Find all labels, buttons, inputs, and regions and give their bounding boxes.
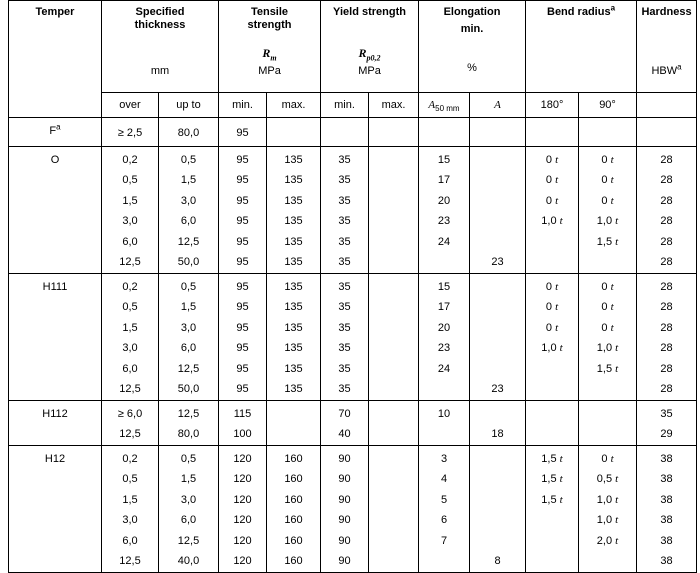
table-cell: 95 [219,277,267,298]
table-cell: 135 [267,211,321,232]
table-cell: 1,0 t [579,338,637,359]
table-cell [369,252,419,273]
temper-cell: H111 [9,277,102,401]
table-cell: 29 [637,424,697,445]
table-cell: 17 [419,170,470,191]
table-cell [526,359,579,380]
table-cell: 23 [470,379,526,400]
table-cell: 17 [419,297,470,318]
table-cell: 28 [637,338,697,359]
table-cell [369,424,419,445]
subheader-upto: up to [159,93,219,118]
table-cell: 38 [637,449,697,470]
table-cell: 28 [637,297,697,318]
table-cell: 12,5 [102,379,159,400]
table-cell: 0,5 [159,449,219,470]
table-cell [267,121,321,146]
header-row [9,1,697,93]
table-cell [470,297,526,318]
header-temper: Temper [9,1,102,118]
table-cell [369,277,419,298]
table-cell [419,424,470,445]
table-cell: 0 t [579,191,637,212]
table-cell [419,551,470,572]
table-cell: 1,5 t [526,490,579,511]
table-cell [419,379,470,400]
table-cell: 23 [470,252,526,273]
table-row [9,150,697,171]
table-cell: 95 [219,379,267,400]
table-row [9,170,697,191]
subheader-a50: $A_{50 mm}$ [419,93,470,118]
table-cell: 0 t [526,150,579,171]
table-cell: 95 [219,211,267,232]
table-cell: 0 t [526,318,579,339]
table-cell: 0 t [526,191,579,212]
table-cell: 6,0 [159,338,219,359]
table-cell: 120 [219,449,267,470]
table-row [9,211,697,232]
subheader-bend-180: 180° [526,93,579,118]
header-thickness: Specified thickness mm [102,1,219,93]
table-cell [369,191,419,212]
table-cell: 1,5 [102,490,159,511]
table-cell: 0 t [526,170,579,191]
table-row [9,277,697,298]
table-cell [369,211,419,232]
table-cell: 90 [321,490,369,511]
table-cell: 120 [219,510,267,531]
table-cell: 160 [267,551,321,572]
table-cell: 6,0 [102,531,159,552]
table-cell [470,318,526,339]
table-cell [321,121,369,146]
table-cell [526,551,579,572]
table-cell [369,170,419,191]
table-row [9,297,697,318]
table-cell: 35 [321,359,369,380]
table-cell: 20 [419,318,470,339]
table-cell [369,404,419,425]
temper-cell: O [9,150,102,274]
table-cell: 0,2 [102,277,159,298]
table-cell: 95 [219,170,267,191]
table-cell [470,191,526,212]
table-cell: 6,0 [102,359,159,380]
subheader-tensile-max: max. [267,93,321,118]
table-cell: 1,5 [159,170,219,191]
table-row [9,551,697,572]
table-cell: 3,0 [159,191,219,212]
table-cell [470,449,526,470]
table-cell [369,469,419,490]
table-cell [579,121,637,146]
table-cell: 0,5 [159,277,219,298]
table-cell [419,252,470,273]
table-cell: 38 [637,490,697,511]
table-cell: 12,5 [159,404,219,425]
table-cell: 0 t [579,170,637,191]
table-cell [526,121,579,146]
header-elongation: Elongation min. % [419,1,526,93]
table-row [9,318,697,339]
table-cell: 0,2 [102,150,159,171]
subheader-row [9,93,697,118]
subheader-yield-min: min. [321,93,369,118]
table-cell: 3 [419,449,470,470]
table-cell [369,232,419,253]
table-cell: 95 [219,191,267,212]
table-cell: 23 [419,211,470,232]
table-cell: 12,5 [102,551,159,572]
table-cell: 35 [321,191,369,212]
table-cell [369,297,419,318]
table-cell: 7 [419,531,470,552]
table-cell [369,449,419,470]
table-cell [526,379,579,400]
table-cell: ≥ 6,0 [102,404,159,425]
table-cell: 120 [219,531,267,552]
table-cell: 135 [267,170,321,191]
subheader-over: over [102,93,159,118]
table-cell: 95 [219,232,267,253]
table-cell: 40,0 [159,551,219,572]
table-cell [526,232,579,253]
table-cell [419,121,470,146]
table-cell [369,338,419,359]
subheader-tensile-min: min. [219,93,267,118]
table-cell: 95 [219,359,267,380]
temper-cell: H12 [9,449,102,573]
table-cell: 35 [321,277,369,298]
table-cell: 95 [219,121,267,146]
table-cell: 1,0 t [579,211,637,232]
table-cell: 28 [637,359,697,380]
table-cell: 35 [321,318,369,339]
table-cell: 1,5 [102,191,159,212]
table-cell: 1,5 [159,297,219,318]
table-cell: 80,0 [159,121,219,146]
table-cell: 40 [321,424,369,445]
subheader-yield-max: max. [369,93,419,118]
table-cell: 50,0 [159,252,219,273]
table-cell: 135 [267,232,321,253]
table-cell: 90 [321,551,369,572]
table-cell: 0 t [526,277,579,298]
temper-cell: H112 [9,404,102,446]
table-cell: 6,0 [102,232,159,253]
table-cell [369,359,419,380]
table-cell: 12,5 [159,232,219,253]
table-cell: 1,5 t [579,359,637,380]
table-cell [526,252,579,273]
table-cell [579,424,637,445]
table-cell: 28 [637,252,697,273]
table-cell: 6,0 [159,211,219,232]
table-cell: 1,5 [102,318,159,339]
table-cell: 1,0 t [579,510,637,531]
table-cell: 35 [321,297,369,318]
header-yield: Yield strength $R_{p0,2}$ MPa [321,1,419,93]
table-cell: 80,0 [159,424,219,445]
table-cell [579,551,637,572]
table-cell: 160 [267,510,321,531]
table-cell [369,531,419,552]
table-cell: 3,0 [159,318,219,339]
table-row [9,379,697,400]
table-cell: 135 [267,252,321,273]
table-cell: 1,5 t [526,469,579,490]
table-cell: 0,5 t [579,469,637,490]
table-cell: 8 [470,551,526,572]
table-cell: 3,0 [102,510,159,531]
table-cell [470,490,526,511]
table-cell [470,150,526,171]
table-cell: 23 [419,338,470,359]
table-cell: ≥ 2,5 [102,121,159,146]
table-cell: 15 [419,150,470,171]
table-cell: 28 [637,318,697,339]
table-cell: 95 [219,318,267,339]
table-cell: 135 [267,277,321,298]
subheader-bend-90: 90° [579,93,637,118]
header-bend-radius: Bend radius$^a$ [526,1,637,93]
table-cell: 38 [637,551,697,572]
table-cell: 18 [470,424,526,445]
table-cell: 1,5 t [579,232,637,253]
table-row [9,424,697,445]
table-cell: 0 t [579,318,637,339]
table-cell: 90 [321,469,369,490]
table-cell: 28 [637,170,697,191]
table-cell: 38 [637,510,697,531]
table-cell: 50,0 [159,379,219,400]
table-cell [526,510,579,531]
table-cell: 0,5 [159,150,219,171]
table-cell: 35 [637,404,697,425]
table-cell [369,121,419,146]
table-row [9,338,697,359]
table-cell [470,404,526,425]
table-cell: 120 [219,490,267,511]
table-cell: 28 [637,211,697,232]
table-cell [267,424,321,445]
table-cell: 1,0 t [526,338,579,359]
table-row [9,404,697,425]
table-cell: 95 [219,150,267,171]
table-cell: 1,5 t [526,449,579,470]
table-cell: 1,5 [159,469,219,490]
table-row [9,191,697,212]
table-cell: 28 [637,277,697,298]
table-cell: 160 [267,490,321,511]
table-cell [579,379,637,400]
table-row [9,121,697,146]
table-cell: 28 [637,379,697,400]
subheader-blank [637,93,697,118]
table-cell: 95 [219,338,267,359]
table-cell: 38 [637,469,697,490]
table-cell: 90 [321,531,369,552]
table-cell [267,404,321,425]
header-hardness: Hardness HBW$^a$ [637,1,697,93]
table-cell: 12,5 [102,252,159,273]
table-cell: 160 [267,469,321,490]
table-cell: 95 [219,297,267,318]
table-cell: 38 [637,531,697,552]
table-row [9,252,697,273]
table-cell: 28 [637,232,697,253]
table-cell: 135 [267,318,321,339]
table-cell: 160 [267,449,321,470]
mechanical-properties-table [8,0,697,573]
table-cell [470,469,526,490]
table-cell [470,359,526,380]
table-cell: 0 t [526,297,579,318]
table-cell: 24 [419,232,470,253]
table-cell: 0 t [579,150,637,171]
table-cell [526,404,579,425]
table-cell: 15 [419,277,470,298]
table-cell: 95 [219,252,267,273]
table-row [9,531,697,552]
table-cell [470,531,526,552]
table-cell: 28 [637,191,697,212]
table-cell: 0,2 [102,449,159,470]
table-cell: 3,0 [102,338,159,359]
table-cell: 35 [321,252,369,273]
table-cell: 90 [321,449,369,470]
table-cell: 24 [419,359,470,380]
table-cell: 135 [267,338,321,359]
table-cell [637,121,697,146]
table-cell [369,490,419,511]
table-row [9,232,697,253]
table-cell: 135 [267,191,321,212]
table-cell: 10 [419,404,470,425]
table-row [9,449,697,470]
table-cell: 135 [267,150,321,171]
table-cell [579,404,637,425]
table-cell [369,150,419,171]
table-cell [369,379,419,400]
table-cell: 135 [267,297,321,318]
table-cell: 35 [321,170,369,191]
table-cell: 2,0 t [579,531,637,552]
table-cell: 12,5 [159,359,219,380]
table-cell [470,211,526,232]
table-cell: 135 [267,359,321,380]
table-cell [470,277,526,298]
table-cell: 35 [321,232,369,253]
table-cell: 70 [321,404,369,425]
table-cell: 5 [419,490,470,511]
table-cell: 35 [321,338,369,359]
table-cell: 1,0 t [526,211,579,232]
table-cell: 1,0 t [579,490,637,511]
table-cell [470,170,526,191]
table-cell: 12,5 [102,424,159,445]
table-cell: 0,5 [102,170,159,191]
table-cell: 35 [321,150,369,171]
table-cell: 20 [419,191,470,212]
table-cell [470,121,526,146]
table-cell: 4 [419,469,470,490]
subheader-a: A [470,93,526,118]
table-cell [526,531,579,552]
table-cell: 0 t [579,449,637,470]
table-cell: 90 [321,510,369,531]
table-cell: 0 t [579,297,637,318]
table-cell [470,510,526,531]
table-cell: 120 [219,469,267,490]
table-cell: 160 [267,531,321,552]
table-cell: 6 [419,510,470,531]
table-row [9,469,697,490]
header-tensile: Tensile strength $R_m$ MPa [219,1,321,93]
table-cell [526,424,579,445]
table-cell [369,510,419,531]
temper-cell: $F^a$ [9,121,102,146]
table-row [9,490,697,511]
table-cell: 6,0 [159,510,219,531]
table-cell [369,318,419,339]
table-cell: 100 [219,424,267,445]
table-cell: 12,5 [159,531,219,552]
table-cell: 3,0 [159,490,219,511]
table-cell [369,551,419,572]
table-cell: 135 [267,379,321,400]
table-cell [470,338,526,359]
table-cell: 35 [321,379,369,400]
table-cell [470,232,526,253]
table-cell: 28 [637,150,697,171]
table-cell: 3,0 [102,211,159,232]
table-cell: 0,5 [102,469,159,490]
table-cell: 115 [219,404,267,425]
table-cell: 35 [321,211,369,232]
table-cell [579,252,637,273]
table-cell: 120 [219,551,267,572]
table-row [9,510,697,531]
table-row [9,359,697,380]
table-cell: 0,5 [102,297,159,318]
table-cell: 0 t [579,277,637,298]
